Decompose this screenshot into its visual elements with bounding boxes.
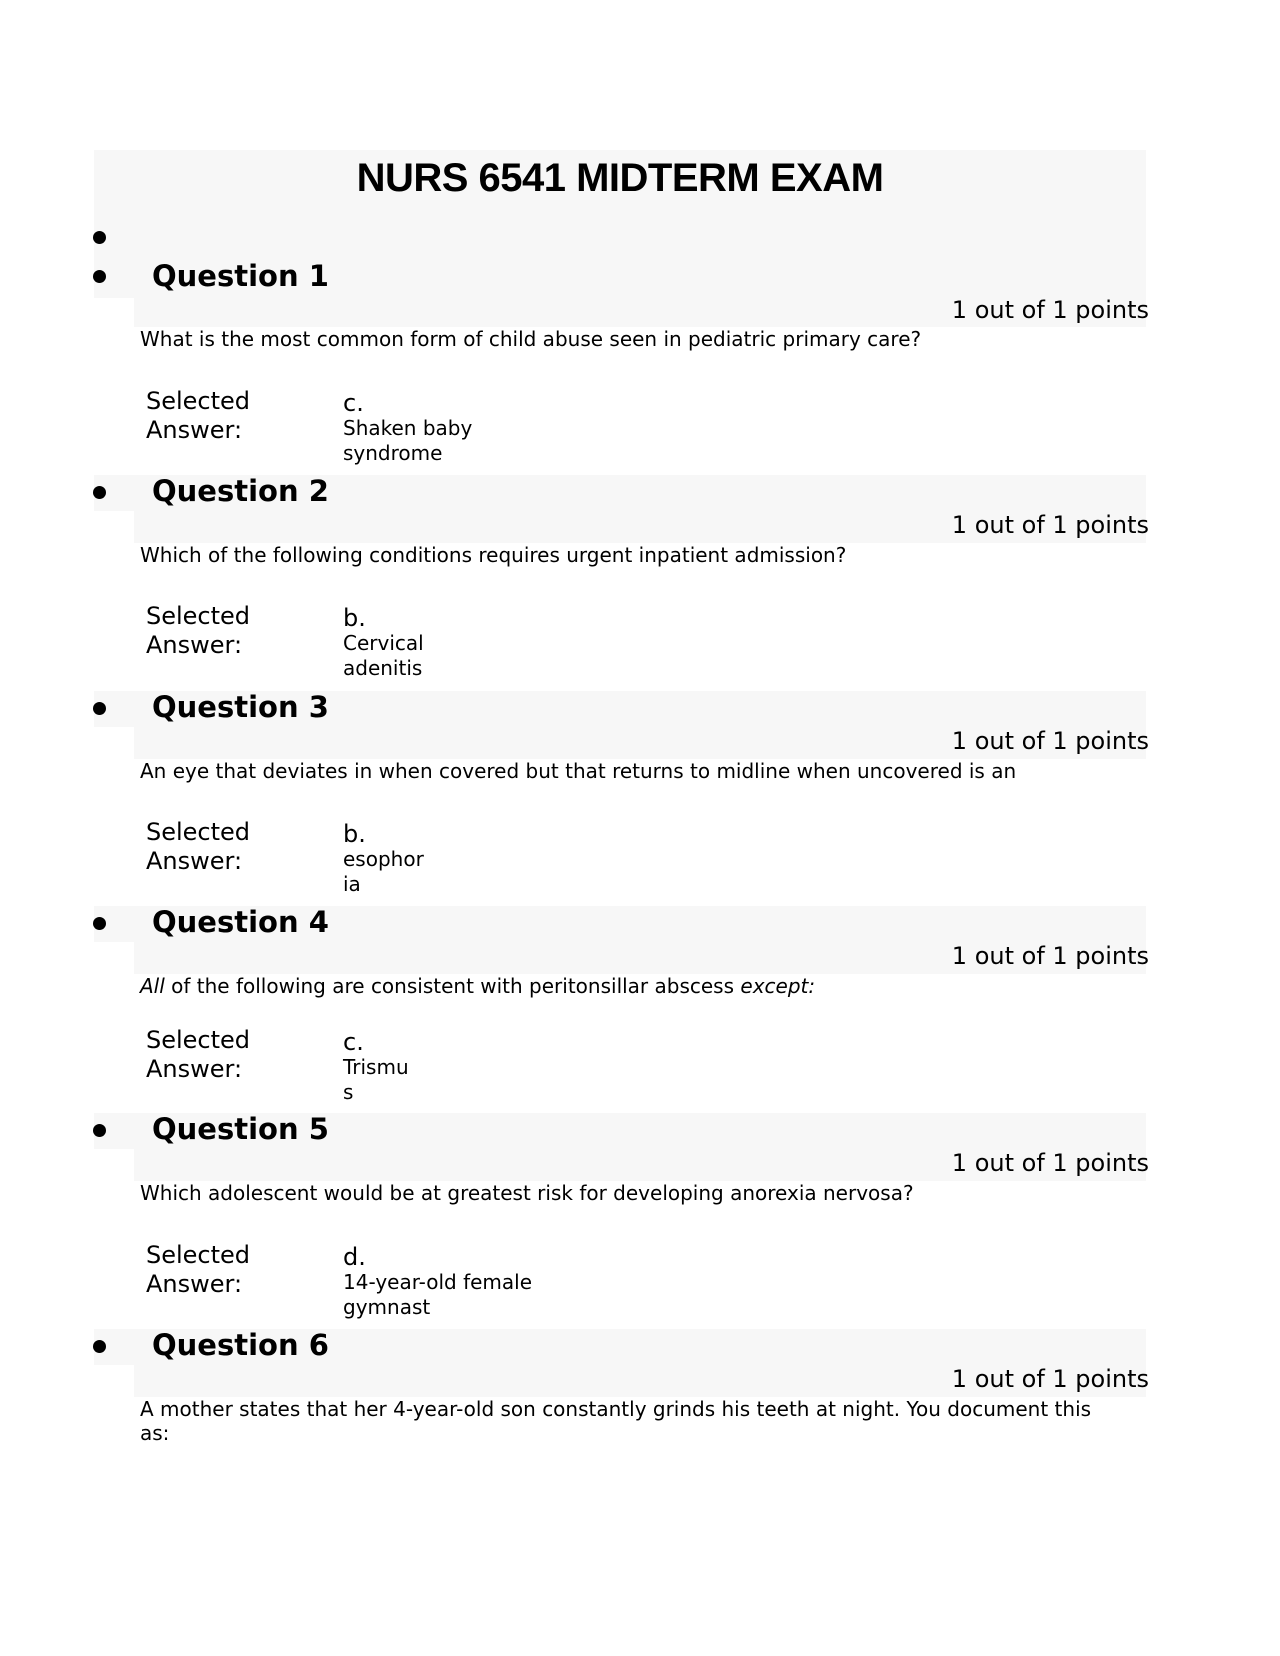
question-title: Question 2: [152, 474, 329, 508]
selected-answer-label: Selected Answer:: [146, 1241, 251, 1298]
question-points: 1 out of 1 points: [951, 1149, 1149, 1177]
question-title: Question 5: [152, 1112, 329, 1146]
answer-letter: c.: [343, 389, 364, 417]
question-bullet: [93, 270, 106, 283]
question-text: Which of the following conditions requires urgent inpatient admission?: [140, 543, 847, 567]
answer-letter: c.: [343, 1028, 364, 1056]
selected-answer-label: Selected Answer:: [146, 602, 251, 659]
answer-text: Trismu s: [343, 1055, 409, 1104]
question-text: All of the following are consistent with peritonsillar abscess except:: [140, 974, 816, 998]
question-title: Question 1: [152, 259, 329, 293]
answer-text: esophor ia: [343, 847, 424, 896]
question-bullet: [93, 917, 106, 930]
question-points: 1 out of 1 points: [951, 511, 1149, 539]
answer-text: 14-year-old female gymnast: [343, 1270, 533, 1319]
answer-letter: b.: [343, 604, 366, 632]
question-text: What is the most common form of child abuse seen in pediatric primary care?: [140, 327, 922, 351]
question-bullet: [93, 702, 106, 715]
question-text: Which adolescent would be at greatest risk for developing anorexia nervosa?: [140, 1181, 914, 1205]
answer-text: Cervical adenitis: [343, 631, 424, 680]
question-points: 1 out of 1 points: [951, 296, 1149, 324]
empty-bullet: [93, 231, 106, 244]
question-text: A mother states that her 4-year-old son constantly grinds his teeth at night. You document this as:: [140, 1397, 1092, 1445]
question-title: Question 4: [152, 905, 329, 939]
selected-answer-label: Selected Answer:: [146, 387, 251, 444]
question-bullet: [93, 1340, 106, 1353]
question-title: Question 3: [152, 690, 329, 724]
question-points: 1 out of 1 points: [951, 1365, 1149, 1393]
question-bullet: [93, 1124, 106, 1137]
question-title: Question 6: [152, 1328, 329, 1362]
question-text: An eye that deviates in when covered but that returns to midline when uncovered is an: [140, 759, 1017, 783]
answer-letter: b.: [343, 820, 366, 848]
question-bullet: [93, 486, 106, 499]
selected-answer-label: Selected Answer:: [146, 1026, 251, 1083]
answer-text: Shaken baby syndrome: [343, 416, 473, 465]
selected-answer-label: Selected Answer:: [146, 818, 251, 875]
page-title: NURS 6541 MIDTERM EXAM: [356, 156, 884, 200]
question-points: 1 out of 1 points: [951, 727, 1149, 755]
answer-letter: d.: [343, 1243, 366, 1271]
question-points: 1 out of 1 points: [951, 942, 1149, 970]
